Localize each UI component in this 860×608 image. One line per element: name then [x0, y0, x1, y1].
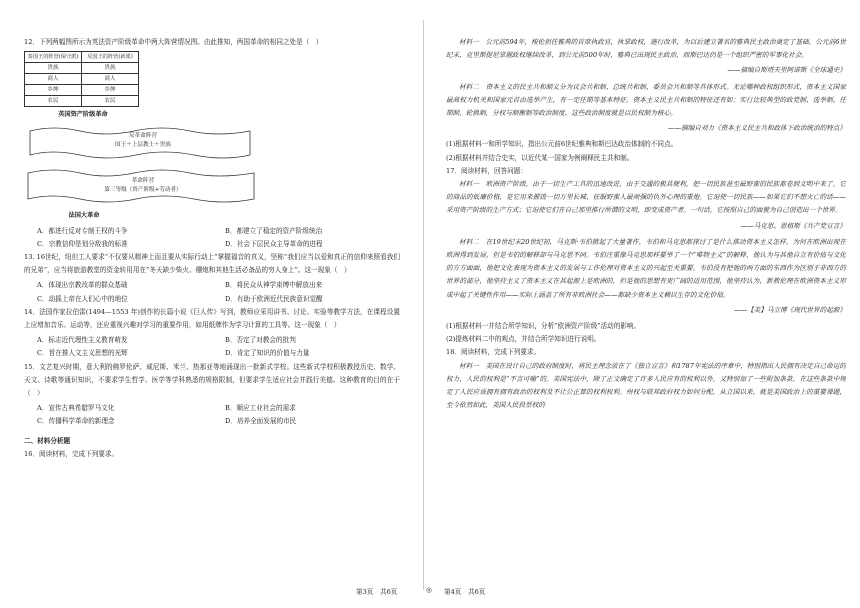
q16-intro: 16．阅读材料，完成下列要求。 [24, 449, 119, 458]
table-cell: 农民 [25, 96, 82, 107]
option-a[interactable]: A．都进行反对专制王权的斗争 [37, 226, 128, 235]
material-4-source: ——【美】马立博《现代世界的起源》 [733, 305, 846, 314]
counter-revolution-title: 反革命阵营 [129, 133, 157, 140]
table-header-right: 反国王的阵营(新派) [82, 52, 139, 63]
revolution-title: 革命阵营 [131, 178, 155, 185]
material-3-source: ——马克思、恩格斯《共产党宣言》 [740, 221, 846, 230]
option-d[interactable]: D．社会下层民众主导革命的进程 [225, 239, 323, 248]
revolution-members: 第三等级（资产阶级+劳动者） [104, 187, 182, 194]
option-b[interactable]: B．都建立了稳定的资产阶级统治 [225, 226, 323, 235]
q13-options-row1 [24, 279, 400, 292]
left-column [24, 36, 400, 461]
q17-sub2: (2)提炼材料二中的观点，并结合所学知识进行说明。 [446, 335, 601, 344]
page-number-left: 第3页 共6页 [356, 588, 398, 596]
material-1: 材料一 公元前594年，梭伦担任雅典的首席执政官，执掌政权，施行改革，为以后建立著名的雅典民主政治奠定了基础。公元前6世纪末，克里斯提尼掌握政权继续改革，到公元前500年时，雅典已出现民主政治，而斯巴达仍是一个组织严密的军事化社会。 [446, 38, 846, 60]
q17-intro: 17．阅读材料，回答问题： [446, 166, 527, 175]
option-d[interactable]: D．肯定了知识的价值与力量 [225, 349, 310, 358]
option-b[interactable]: B．顺应工业社会的需求 [225, 404, 296, 413]
q16-sub1: (1)根据材料一和所学知识，指出公元前6世纪雅典和斯巴达政治体制的不同点。 [446, 140, 678, 149]
q15-stem: 15．文艺复兴时期，意大利的佛罗伦萨、威尼斯、米兰、热那亚等地涌现出一批新式学校。这些新式学校积极教授历史、数学、天文、诗歌等通识知识，不要求学生哲学、医学等学科熟悉的规格限制，但要求学生适应社会并践行美德。这种教育的目的在于（ ） [24, 362, 400, 398]
table-cell: 贵族 [82, 63, 139, 74]
material-2: 材料二 资本主义的民主共和制义分为议会共和制、总统共和制、委员会共和制等具体形式。无论哪种政权组织形式，资本主义国家最高权力机关和国家元首由选举产生，有一定任期等基本特征，资本主义民主共和制的特征还有如：实行比较典型的政党制、选举制、任期制、轮换制，分权与制衡制等政治制度。这些政治制度就是以民权制为核心。 [446, 82, 846, 118]
option-c[interactable]: C．宗教信仰是划分敌我的标准 [37, 239, 128, 248]
q14-options-row2 [24, 347, 400, 360]
page-number-right: 第4页 共6页 [444, 588, 486, 596]
material-3: 材料一 欧洲资产阶级，由于一切生产工具的迅速改进，由于交通的极其便利，把一切民族甚至最野蛮的民族都卷到文明中来了。它的商品的低廉价格，是它用来摧毁一切万里长城、征服野蛮人最顽强的仇外心理的重炮。它迫使一切民族——如果它们不想灭亡的话——采用资产阶级的生产方式；它迫使它们在自己那里推行所谓的文明，即变成资产者。一句话，它按照自己的面貌为自己创造出一个世界。 [446, 180, 846, 215]
diagram1-caption: 英国资产阶级革命 [58, 111, 108, 119]
right-column [446, 36, 846, 415]
option-a[interactable]: A．宣传古典希腊罗马文化 [37, 404, 115, 413]
q16-sub2: (2)根据材料并结合史实，以近代某一国家为例阐释民主共和制。 [446, 153, 634, 162]
q12-options-row1 [24, 225, 400, 238]
q15-options-row1 [24, 402, 400, 415]
france-camp-diagram [24, 125, 260, 221]
q18-intro: 18．阅读材料，完成下列要求。 [446, 348, 541, 357]
table-cell: 商人 [25, 74, 82, 85]
option-c[interactable]: C．传播科学革命的新理念 [37, 417, 115, 426]
material-2-source: ——摘编自刘力《资本主义民主共和政体下政治统治的特点》 [667, 124, 846, 133]
q12-options-row2 [24, 238, 400, 251]
option-b[interactable]: B．将民众从神学束缚中解放出来 [225, 281, 323, 290]
table-cell: 商人 [82, 74, 139, 85]
material-4: 材料二 在19世纪末20世纪初，马克斯·韦伯掀起了大量著作，韦伯和马克思都探讨了是什么推动资本主义怎样，为何在欧洲出现在欧洲得到发展，但是韦伯的解释却与马克思不同。韦伯注重像马克思那样要举了一个“唯物主义”的解释，他认为与其他自立有价值与文化的方方面面，他把文化表现为资本主义的发展与工作伦理对资本主义的兴起至关重要。韦伯没有把他的两方面的东西作为区别于非西方的世界的部分，他坚持主义了资本主义在其起源上是欧洲的，但是他的思想有更广阔的适用范围，他坚持认为，新教伦理在欧洲资本主义形成中起了关键性作用——实际上涵盖了所有非欧洲社会——都缺少资本主义赖以生存的文化价值。 [446, 237, 846, 299]
option-c[interactable]: C．旨在推人文主义思想的光辉 [37, 349, 128, 358]
material-1-source: ——摘编自斯塔夫里阿诺斯《全球通史》 [727, 66, 846, 75]
q13-options-row2 [24, 293, 400, 306]
q13-stem: 13. 16世纪，纽但工人要求“不仅要从精神上而且要从实际行动上”掌握福音的真义，坚称“我们应当以爱和真正的信仰来照看我们的兄弟”，应当将旅游教堂的资金转用用在“冬天缺少柴火、棚炮和其他生活必备品的穷人身上”。这一现象（ ） [24, 253, 400, 275]
q15-options-row2 [24, 415, 400, 428]
q14-options-row1 [24, 334, 400, 347]
q17-sub1: (1)根据材料一并结合所学知识，分析“欧洲资产阶级”活动的影响。 [446, 322, 641, 331]
table-header-left: 泰国王的阵营(保守派) [25, 52, 82, 63]
center-mark: ◎ [426, 586, 432, 594]
section-heading: 二、材料分析题 [24, 436, 71, 445]
option-a[interactable]: A．体现出宗教改革的群众基础 [37, 281, 128, 290]
table-cell: 农民 [82, 96, 139, 107]
q12-stem: 12．下列两幅图所示为英法资产阶级革命中两大阵营情况图。由此推知，两国革命的相同之处是（ ） [24, 38, 323, 46]
option-a[interactable]: A．标志近代理性主义教育萌发 [37, 336, 128, 345]
option-d[interactable]: D．培养全面发展的市民 [225, 417, 297, 426]
table-cell: 贵族 [25, 63, 82, 74]
column-divider [423, 20, 424, 590]
counter-revolution-members: 国王＋上层教士＋贵族 [115, 142, 171, 149]
option-b[interactable]: B．否定了对教会的批判 [225, 336, 296, 345]
table-cell: 乡绅 [25, 85, 82, 96]
england-camp-table [24, 51, 139, 107]
option-c[interactable]: C．动摇上帝在人们心中的地位 [37, 294, 128, 303]
option-d[interactable]: D．有助于欧洲近代民族意识觉醒 [225, 294, 323, 303]
material-5: 材料一 美国在设计自己的政府制度时，将民主理念放在了《独立宣言》和1787年宪法的序章中，特别指出人民拥有决定自己命运的权力，人民的权利是“不言可喻”的。美国宪法中，除了正文确定了许多人民应有的权利以外，又特别加了一些附加条款，在这些条款中规定了人民应该拥有拥有政治的权利及不让公正算的权利权利。州权与联邦政府权力如何分配，从立国以来，就是美国政治上的重要课题，至今依然如此，美国人民投票权的 [446, 361, 846, 410]
q14-stem: 14．法国作家拉伯雷(1494—1553 年)创作的长篇小说《巨人传》写到，教师应采用讲书、讨论、实验等教学方法，在课程设置上应增加音乐、运动等，还应重视兴趣对学习的重要作用，如用纸牌作为学习计算的工具等。这一现象（ ） [24, 307, 400, 330]
table-cell: 乡绅 [82, 85, 139, 96]
diagram2-caption: 法国大革命 [68, 212, 100, 220]
